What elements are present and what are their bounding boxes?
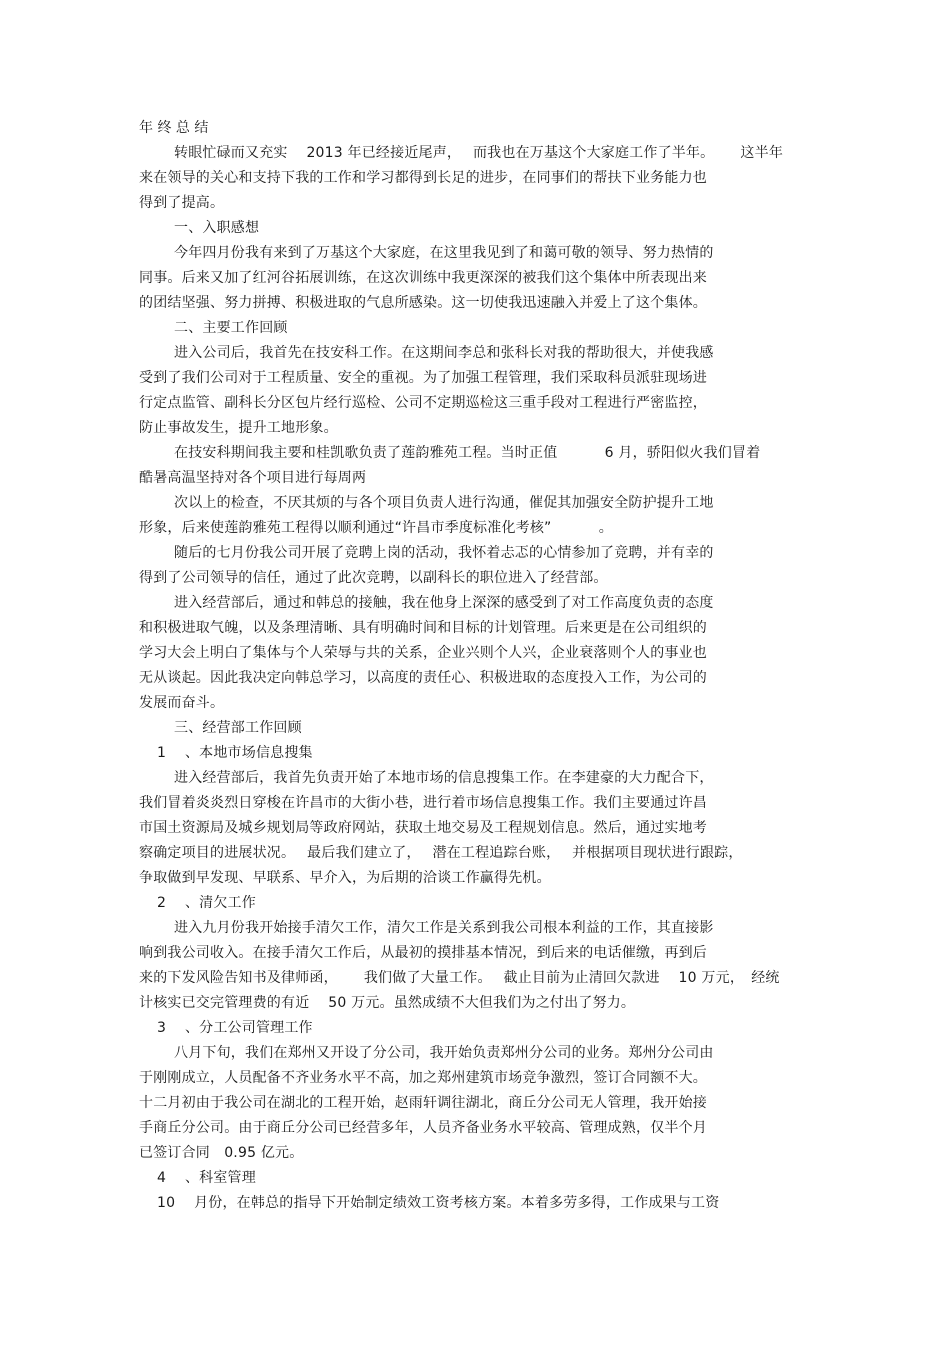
paragraph-line: 在技安科期间我主要和桂凯歌负责了莲韵雅苑工程。当时正值 6 月，骄阳似火我们冒着 <box>174 445 761 461</box>
subsection-heading: 2 、清欠工作 <box>157 895 256 911</box>
paragraph-line: 酷暑高温坚持对各个项目进行每周两 <box>139 470 367 486</box>
subsection-heading: 4 、科室管理 <box>157 1170 256 1186</box>
paragraph-line: 十二月初由于我公司在湖北的工程开始，赵雨轩调往湖北，商丘分公司无人管理，我开始接 <box>139 1095 707 1111</box>
section-heading: 二、主要工作回顾 <box>174 320 288 336</box>
paragraph-line: 的团结坚强、努力拼搏、积极进取的气息所感染。这一切使我迅速融入并爱上了这个集体。 <box>139 295 707 311</box>
paragraph-line: 形象，后来使莲韵雅苑工程得以顺利通过“许昌市季度标准化考核” 。 <box>139 520 613 536</box>
paragraph-line: 同事。后来又加了红河谷拓展训练，在这次训练中我更深深的被我们这个集体中所表现出来 <box>139 270 707 286</box>
paragraph-line: 受到了我们公司对于工程质量、安全的重视。为了加强工程管理，我们采取科员派驻现场进 <box>139 370 707 386</box>
paragraph-line: 得到了提高。 <box>139 195 225 211</box>
paragraph-line: 手商丘分公司。由于商丘分公司已经营多年，人员齐备业务水平较高、管理成熟，仅半个月 <box>139 1120 707 1136</box>
paragraph-line: 于刚刚成立，人员配备不齐业务水平不高，加之郑州建筑市场竞争激烈，签订合同额不大。 <box>139 1070 707 1086</box>
paragraph-line: 八月下旬，我们在郑州又开设了分公司，我开始负责郑州分公司的业务。郑州分公司由 <box>174 1045 714 1061</box>
paragraph-line: 行定点监管、副科长分区包片经行巡检、公司不定期巡检这三重手段对工程进行严密监控， <box>139 395 707 411</box>
subsection-heading: 1 、本地市场信息搜集 <box>157 745 313 761</box>
paragraph-line: 进入公司后，我首先在技安科工作。在这期间李总和张科长对我的帮助很大，并使我感 <box>174 345 714 361</box>
paragraph-line: 转眼忙碌而又充实 2013 年已经接近尾声， 而我也在万基这个大家庭工作了半年。 这半年 <box>174 145 784 161</box>
paragraph-line: 市国土资源局及城乡规划局等政府网站，获取土地交易及工程规划信息。然后，通过实地考 <box>139 820 707 836</box>
paragraph-line: 发展而奋斗。 <box>139 695 225 711</box>
paragraph-line: 10 月份，在韩总的指导下开始制定绩效工资考核方案。本着多劳多得，工作成果与工资 <box>157 1195 720 1211</box>
paragraph-line: 得到了公司领导的信任，通过了此次竞聘，以副科长的职位进入了经营部。 <box>139 570 608 586</box>
paragraph-line: 来在领导的关心和支持下我的工作和学习都得到长足的进步，在同事们的帮扶下业务能力也 <box>139 170 707 186</box>
paragraph-line: 进入经营部后，我首先负责开始了本地市场的信息搜集工作。在李建豪的大力配合下， <box>174 770 714 786</box>
paragraph-line: 已签订合同 0.95 亿元。 <box>139 1145 304 1161</box>
subsection-heading: 3 、分工公司管理工作 <box>157 1020 313 1036</box>
paragraph-line: 我们冒着炎炎烈日穿梭在许昌市的大街小巷，进行着市场信息搜集工作。我们主要通过许昌 <box>139 795 707 811</box>
paragraph-line: 进入经营部后，通过和韩总的接触，我在他身上深深的感受到了对工作高度负责的态度 <box>174 595 714 611</box>
paragraph-line: 和积极进取气魄，以及条理清晰、具有明确时间和目标的计划管理。后来更是在公司组织的 <box>139 620 707 636</box>
paragraph-line: 响到我公司收入。在接手清欠工作后，从最初的摸排基本情况，到后来的电话催缴，再到后 <box>139 945 707 961</box>
paragraph-line: 随后的七月份我公司开展了竞聘上岗的活动，我怀着忐忑的心情参加了竞聘，并有幸的 <box>174 545 714 561</box>
paragraph-line: 察确定项目的进展状况。 最后我们建立了， 潜在工程追踪台账， 并根据项目现状进行跟踪， <box>139 845 743 861</box>
paragraph-line: 争取做到早发现、早联系、早介入，为后期的洽谈工作赢得先机。 <box>139 870 551 886</box>
section-heading: 一、入职感想 <box>174 220 260 236</box>
document-title: 年 终 总 结 <box>139 120 209 136</box>
paragraph-line: 次以上的检查，不厌其烦的与各个项目负责人进行沟通，催促其加强安全防护提升工地 <box>174 495 714 511</box>
paragraph-line: 进入九月份我开始接手清欠工作，清欠工作是关系到我公司根本利益的工作，其直接影 <box>174 920 714 936</box>
paragraph-line: 今年四月份我有来到了万基这个大家庭，在这里我见到了和蔼可敬的领导、努力热情的 <box>174 245 714 261</box>
paragraph-line: 无从谈起。因此我决定向韩总学习，以高度的责任心、积极进取的态度投入工作，为公司的 <box>139 670 707 686</box>
paragraph-line: 学习大会上明白了集体与个人荣辱与共的关系，企业兴则个人兴，企业衰落则个人的事业也 <box>139 645 707 661</box>
paragraph-line: 来的下发风险告知书及律师函， 我们做了大量工作。 截止目前为止清回欠款进 10 万元， 经统 <box>139 970 780 986</box>
paragraph-line: 防止事故发生，提升工地形象。 <box>139 420 338 436</box>
section-heading: 三、经营部工作回顾 <box>174 720 302 736</box>
paragraph-line: 计核实已交完管理费的有近 50 万元。虽然成绩不大但我们为之付出了努力。 <box>139 995 636 1011</box>
